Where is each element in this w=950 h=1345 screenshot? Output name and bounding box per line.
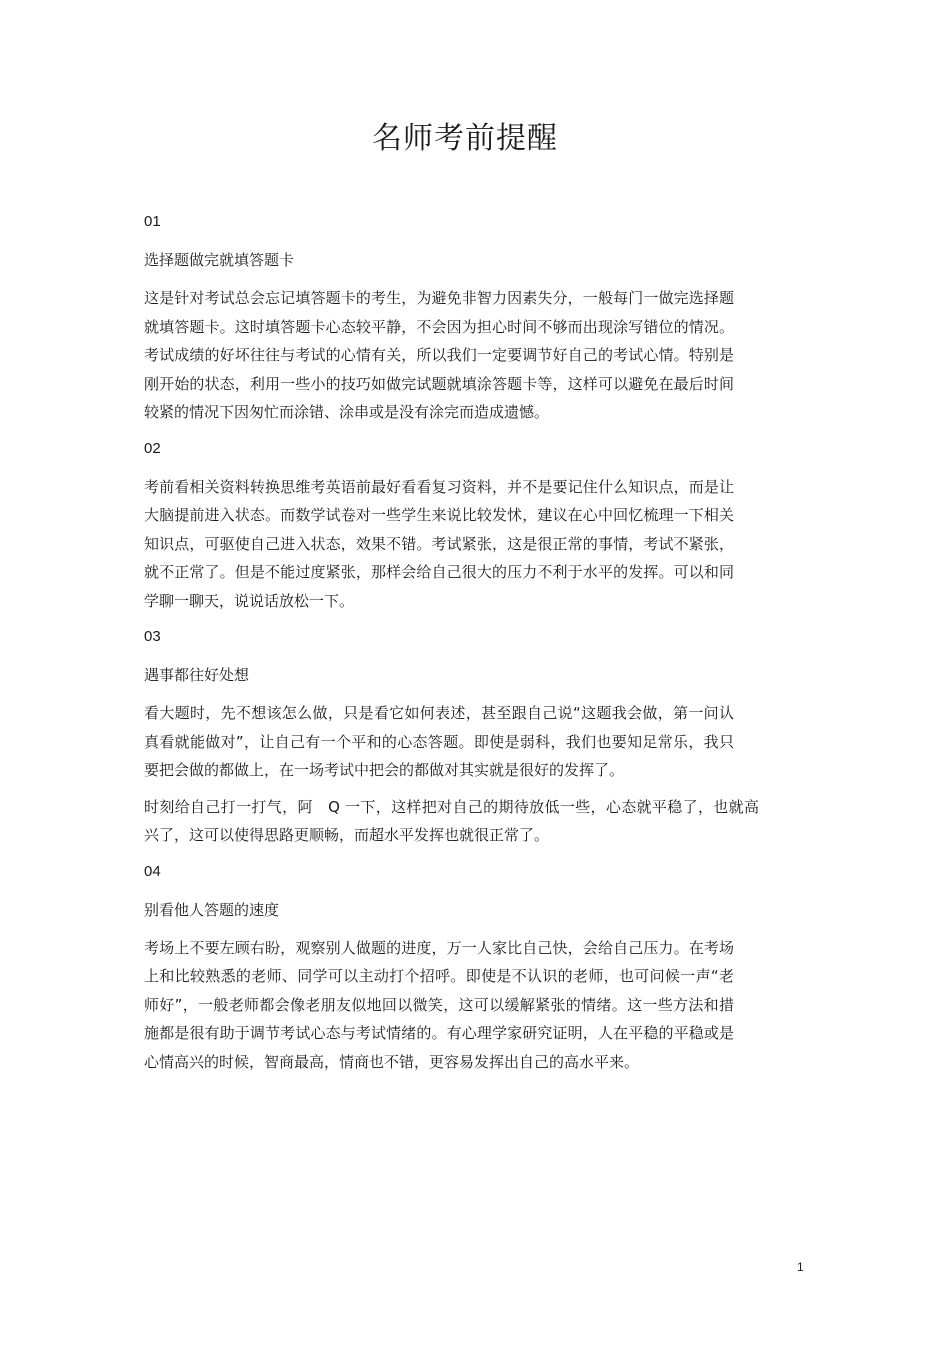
section-paragraph: 看大题时，先不想该怎么做，只是看它如何表述，甚至跟自己说“这题我会做，第一问认真看就能做对”，让自己有一个平和的心态答题。即使是弱科，我们也要知足常乐，我只要把会做的都做上，在一场考试中把会的都做对其实就是很好的发挥了。: [144, 704, 734, 779]
section-02: [144, 439, 764, 616]
section-number: 02: [144, 439, 161, 457]
section-paragraph: 这是针对考试总会忘记填答题卡的考生，为避免非智力因素失分，一般每门一做完选择题就填答题卡。这时填答题卡心态较平静，不会因为担心时间不够而出现涂写错位的情况。考试成绩的好坏往往与考试的心情有关，所以我们一定要调节好自己的考试心情。特别是刚开始的状态，利用一些小的技巧如做完试题就填涂答题卡等，这样可以避免在最后时间较紧的情况下因匆忙而涂错、涂串或是没有涂完而造成遗憾。: [144, 289, 734, 421]
section-number: 03: [144, 628, 161, 645]
section-paragraph: 考场上不要左顾右盼，观察别人做题的进度，万一人家比自己快，会给自己压力。在考场上和比较熟悉的老师、同学可以主动打个招呼。即使是不认识的老师，也可问候一声“老师好”，一般老师都会像老朋友似地回以微笑，这可以缓解紧张的情绪。这一些方法和措施都是很有助于调节考试心态与考试情绪的。有心理学家研究证明，人在平稳的平稳或是心情高兴的时候，智商最高，情商也不错，更容易发挥出自己的高水平来。: [144, 938, 734, 1071]
section-01: [144, 212, 764, 427]
section-04: [144, 862, 764, 1077]
section-heading: 别看他人答题的速度: [144, 900, 280, 919]
page-title: 名师考前提醒: [372, 121, 558, 156]
section-paragraph: 时刻给自己打一打气，阿 Q 一下，这样把对自己的期待放低一些，心态就平稳了，也就高兴了，这可以使得思路更顺畅，而超水平发挥也就很正常了。: [144, 797, 759, 844]
document-body: [144, 212, 764, 1088]
section-heading: 遇事都往好处想: [144, 666, 250, 684]
section-03: [144, 627, 764, 850]
section-paragraph: 考前看相关资料转换思维考英语前最好看看复习资料，并不是要记住什么知识点，而是让大脑提前进入状态。而数学试卷对一些学生来说比较发怵，建议在心中回忆梳理一下相关知识点，可驱使自己进入状态，效果不错。考试紧张，这是很正常的事情，考试不紧张，就不正常了。但是不能过度紧张，那样会给自己很大的压力不利于水平的发挥。可以和同学聊一聊天，说说话放松一下。: [144, 477, 734, 610]
page-number: 1: [797, 1260, 804, 1274]
section-number: 01: [144, 213, 161, 230]
section-heading: 选择题做完就填答题卡: [144, 251, 295, 269]
section-number: 04: [144, 862, 161, 880]
